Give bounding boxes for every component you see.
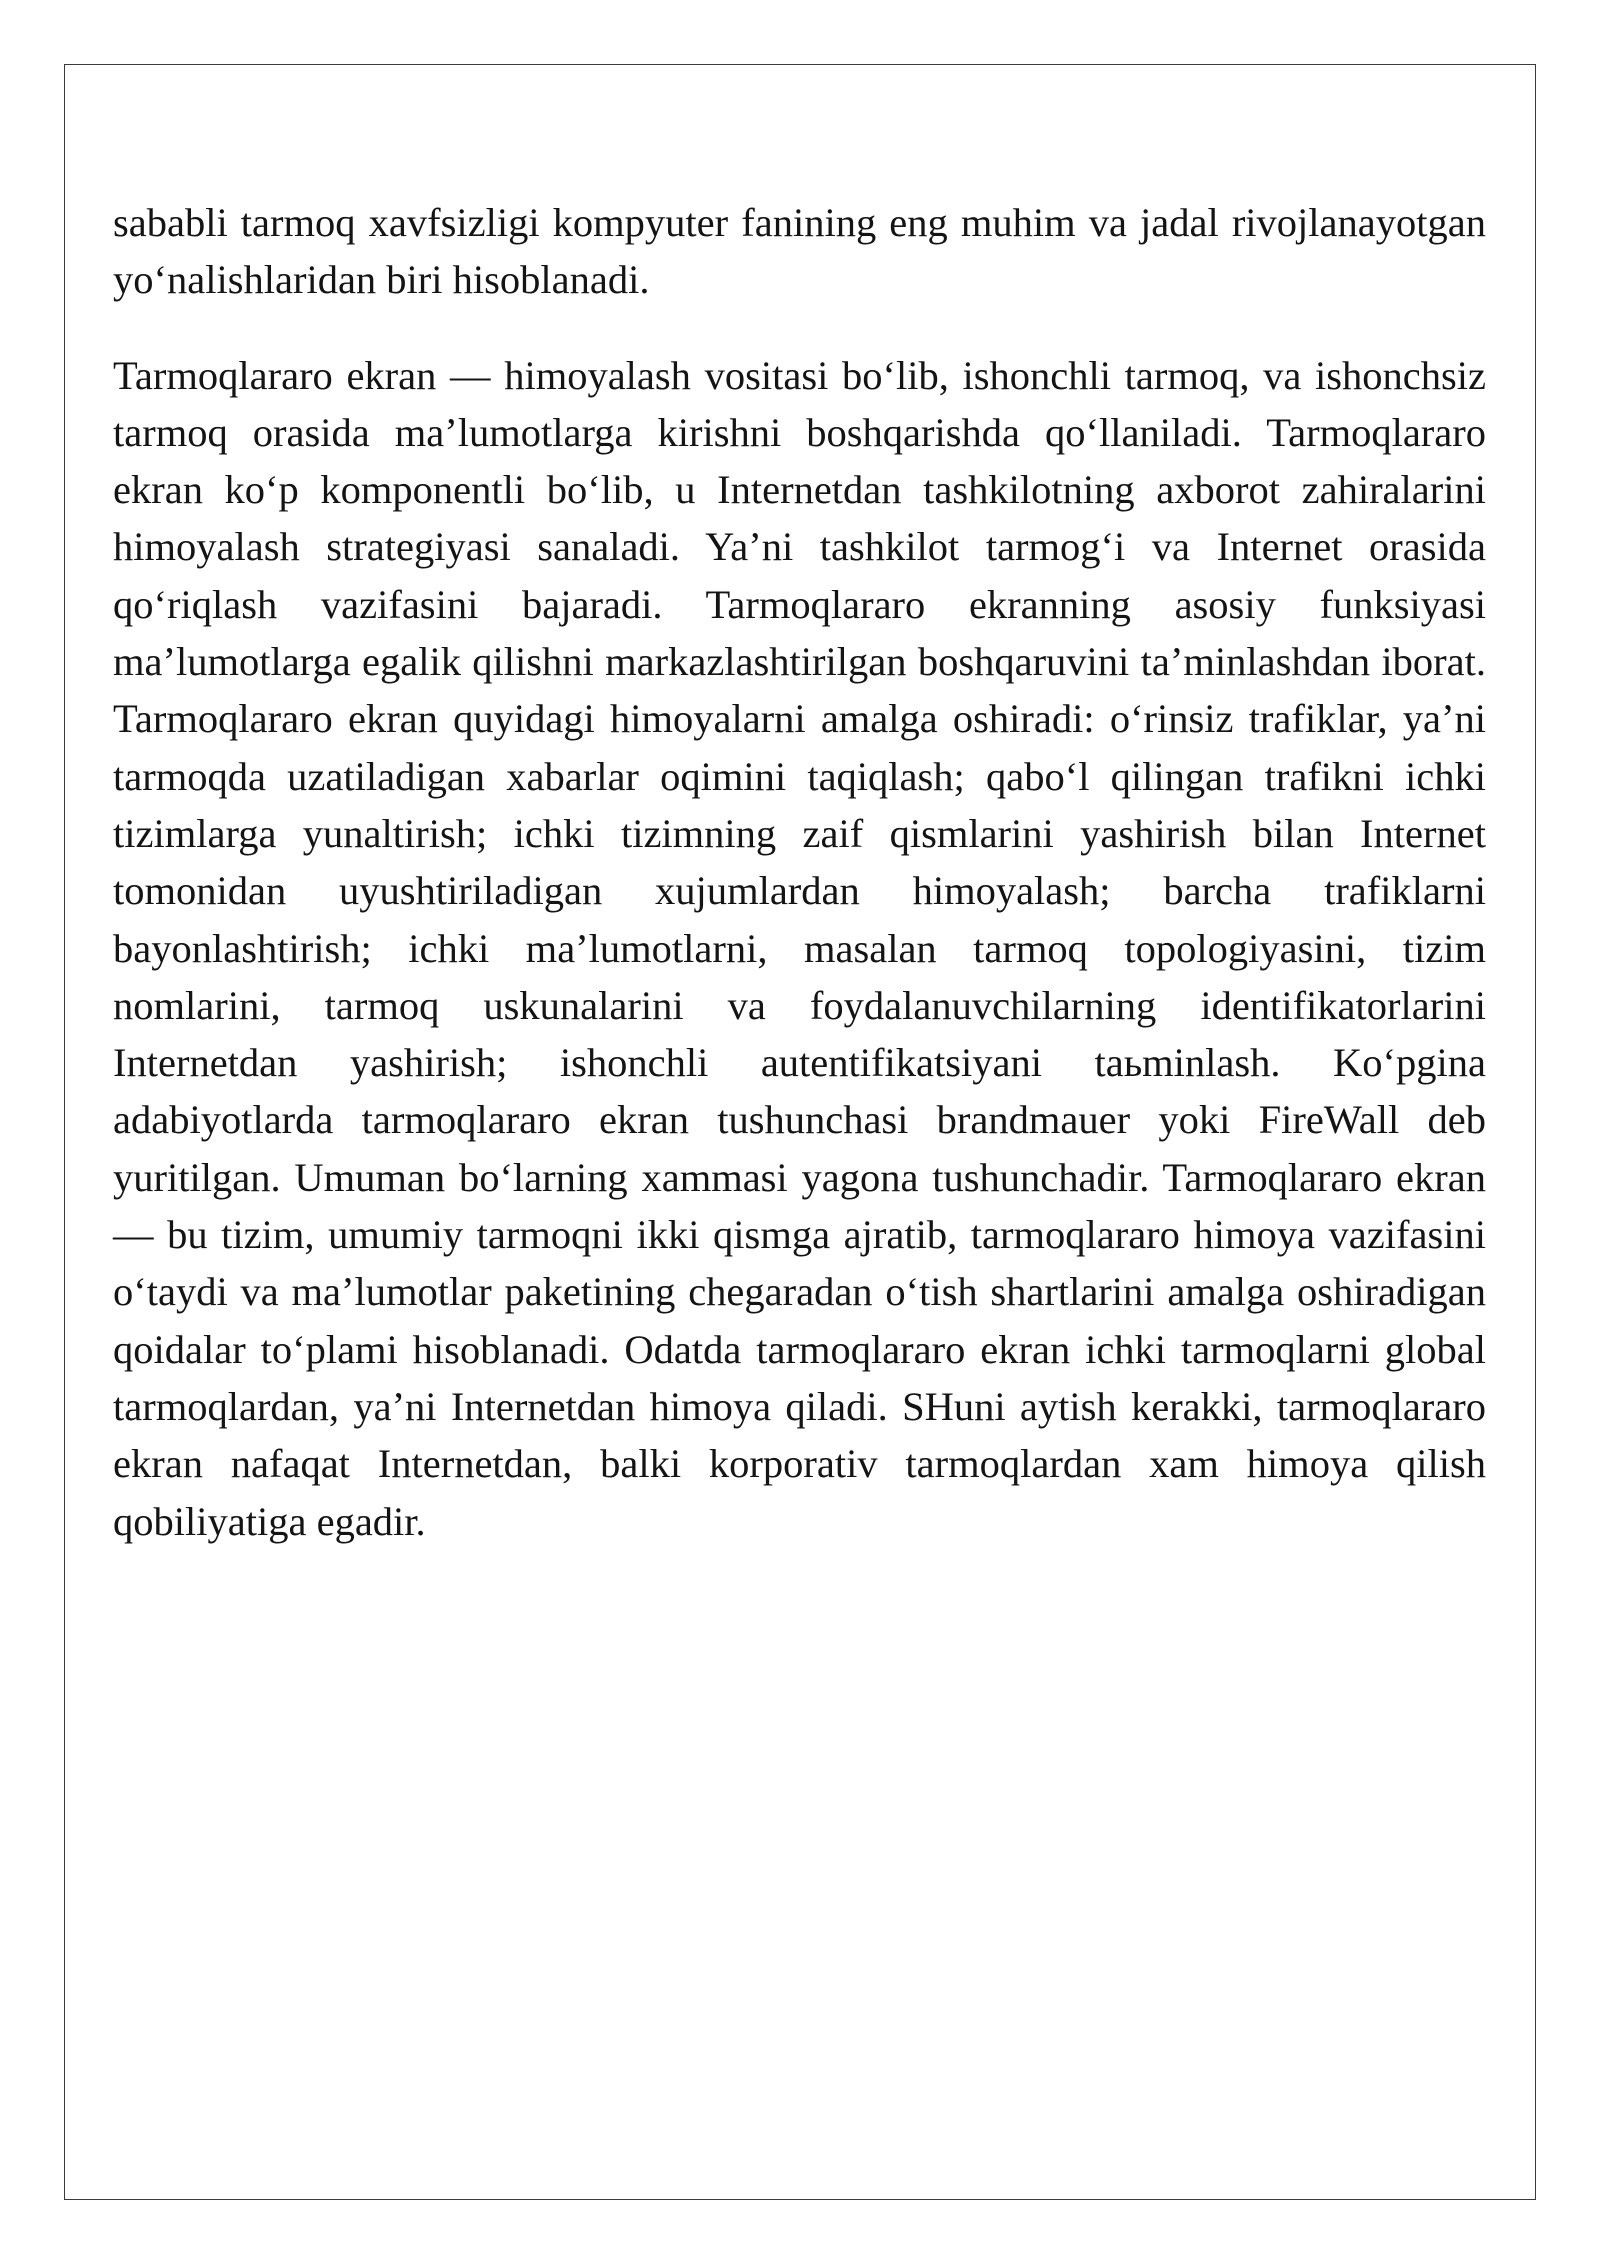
paragraph-firewall: Tarmoqlararo ekran — himoyalash vositasi boʻlib, ishonchli tarmoq, va ishonchsiz tarmoq orasida maʼlumotlarga kirishni boshqarishda qoʻllaniladi. Tarmoqlararo ekran koʻp komponentli boʻlib, u Internetdan tashkilotning axborot zahiralarini himoyalash strategiyasi sanaladi. Yaʼni tashkilot tarmogʻi va Internet orasida qoʻriqlash vazifasini bajaradi. Tarmoqlararo ekranning asosiy funksiyasi maʼlumotlarga egalik qilishni markazlashtirilgan boshqaruvini taʼminlashdan iborat. Tarmoqlararo ekran quyidagi himoyalarni amalga oshiradi: oʻrinsiz trafiklar, yaʼni tarmoqda uzatiladigan xabarlar oqimini taqiqlash; qaboʻl qilingan trafikni ichki tizimlarga yunaltirish; ichki tizimning zaif qismlarini yashirish bilan Internet tomonidan uyushtiriladigan xujumlardan himoyalash; barcha trafiklarni bayonlashtirish; ichki maʼlumotlarni, masalan tarmoq topologiyasini, tizim nomlarini, tarmoq uskunalarini va foydalanuvchilarning identifikatorlarini Internetdan yashirish; ishonchli autentifikatsiyani taьminlash. Koʻpgina adabiyotlarda tarmoqlararo ekran tushunchasi brandmauer yoki FireWall deb yuritilgan. Umuman boʻlarning xammasi yagona tushunchadir. Tarmoqlararo ekran — bu tizim, umumiy tarmoqni ikki qismga ajratib, tarmoqlararo himoya vazifasini oʻtaydi va maʼlumotlar paketining chegaradan oʻtish shartlarini amalga oshiradigan qoidalar toʻplami hisoblanadi. Odatda tarmoqlararo ekran ichki tarmoqlarni global tarmoqlardan, yaʼni Internetdan himoya qiladi. SHuni aytish kerakki, tarmoqlararo ekran nafaqat Internetdan, balki korporativ tarmoqlardan xam himoya qilish qobiliyatiga egadir.	[113, 352, 1486, 1544]
paragraph-intro: sababli tarmoq xavfsizligi kompyuter fanining eng muhim va jadal rivojlanayotgan yoʻnalishlaridan biri hisoblanadi.	[113, 200, 1486, 303]
document-body	[113, 194, 1486, 1550]
